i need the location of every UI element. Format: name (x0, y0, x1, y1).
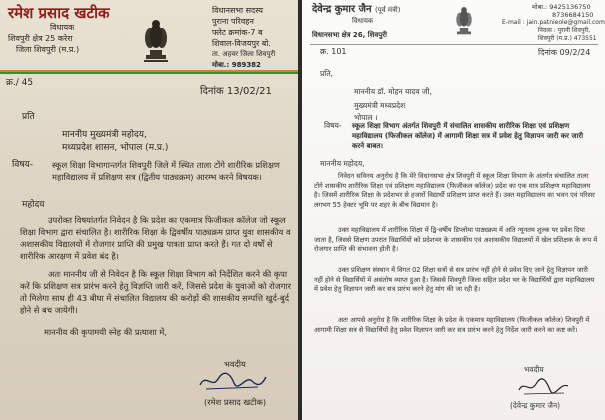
sender-right-line5: ता. अहवर जिला शिवपुरी (212, 50, 276, 58)
subject-text: स्कूल शिक्षा विभाग अंतर्गत शिवपुरी में संचालित शासकीय शारीरिक शिक्षा एवं प्रशिक्षण महाविद्यालय (फिजीकल कॉलेज) में आगामी शिक्षा सत्र में प्रवेश हेतु विज्ञापन जारी कर जारी करने बाबत। (352, 122, 584, 151)
salutation: महोदय (22, 200, 45, 210)
sender-right-line2: पुराना परिवहन (212, 17, 254, 26)
body-paragraph-3: उक्त प्रशिक्षण संस्थान में विगत 02 शिक्षा सत्रों से सत्र प्रारंभ नहीं होने से प्रवेश दिए जाने हेतु विज्ञापन जारी नहीं होने से विद्यार्थियों में असंतोष व्याप्त हुआ है। जिससे शिवपुरी जिला सहित प्रदेश भर के विद्यार्थियों द्वारा महाविद्यालय में प्रवेश हेतु विज्ञापन जारी कर सत्र प्रारंभ करने हेतु मांग की जा रही है। (314, 266, 595, 294)
reference-number: क्र. 101 (320, 47, 347, 56)
letter-date: दिनांक 09/2/24 (538, 48, 591, 57)
sender-designation: विधायक (50, 23, 75, 32)
reference-number: क्र./ 45 (6, 78, 34, 88)
subject-label: विषय- (12, 160, 34, 170)
body-paragraph-2: उक्त महाविद्यालय में शारीरिक शिक्षा में द्वि-वर्षीय डिप्लोमा पाठ्यक्रम में अति न्यूनतम शुल्क पर प्रवेश दिया जाता है, जिससे शिक्षण उपरांत विद्यार्थियों को प्रदेशभर के शासकीय एवं अशासकीय विद्यालयों में खेल प्रशिक्षक के रूप में रोजगार प्राप्ति की संभावना होती है। (314, 226, 598, 254)
sender-email: E-mail : jain.patnieole@gmail.com (502, 19, 605, 26)
sender-right-line4: शिवाल-विजयपुर बो. (212, 39, 271, 48)
body-paragraph-1: उपरोक्त विषयांतर्गत निवेदन है कि प्रदेश का एकमात्र फिजीकल कॉलेज जो स्कूल शिक्षा विभाग द्वारा संचालित है। शारीरिक शिक्षा के द्विवर्षीय पाठ्यक्रम प्राप्त युवा शासकीय व अशासकीय विद्यालयों में रोजगार प्राप्ति की प्रमुख पात्रता प्राप्त करते हैं। गत दो वर्षों से शारीरिक आरक्षण में प्रवेश बंद है। (20, 215, 291, 262)
addressee-line2: मध्यप्रदेश शासन, भोपाल (म.प्र.) (62, 143, 169, 153)
sender-mobile: मोबा.: 989382 (212, 61, 261, 69)
sender-phone2: 8736684150 (552, 11, 594, 19)
sender-constituency: शिवपुरी क्षेत्र 25 करेरा (8, 34, 73, 43)
addressee-line1: माननीय मुख्यमंत्री महोदय, (62, 130, 147, 140)
sender-office2: शिवपुरी (म.प्र.) 473551 (538, 35, 597, 42)
sender-name: रमेश प्रसाद खटीक (8, 4, 110, 22)
signature-image (516, 376, 572, 398)
body-paragraph-4: अतः आपसे अनुरोध है कि शारीरिक शिक्षा के प्रदेश के एकमात्र महाविद्यालय (फिजीकल कॉलेज) शिवपुरी में आगामी शिक्षा सत्र से विद्यार्थियों हेतु प्रवेश विज्ञापन जारी कर सत्र प्रारंभ करने हेतु निर्देश जारी करने का कष्ट करें। (314, 316, 590, 334)
body-paragraph-2: अतः माननीय जी से निवेदन है कि स्कूल शिक्षा विभाग को निर्देशित करने की कृपा करें कि प्रशिक्षण सत्र प्रारंभ करने हेतु विज्ञप्ति जारी करें, जिससे प्रदेश के युवाओं को रोजगार तो मिलेगा साथ ही 43 बीघा में संचालित विद्यालय की करोड़ों की शासकीय सम्पत्ति खुर्द-बुर्द होने से बच जायेगी। (20, 269, 292, 316)
letter-devendra-kumar-jain (302, 0, 605, 420)
closing-line: माननीय की कृपामयी स्नेह की प्रत्याशा में, (44, 327, 167, 337)
sign-name: (रमेश प्रसाद खटीक) (204, 397, 267, 407)
header-band-green (0, 72, 298, 74)
state-emblem-icon (450, 4, 478, 38)
sender-name-suffix: (पूर्व मंत्री) (375, 6, 401, 14)
prati-label: प्रति, (320, 69, 333, 78)
sign-name: (देवेन्द्र कुमार जैन) (510, 401, 561, 410)
prati-label: प्रति (22, 112, 35, 122)
letter-date: दिनांक 13/02/21 (200, 86, 272, 97)
addressee-line3: भोपाल । (354, 113, 378, 122)
sign-label: भवदीय (224, 359, 246, 369)
addressee-line1: माननीय डॉ. मोहन यादव जी, (354, 87, 432, 96)
signature-image (196, 369, 268, 393)
sender-mobile: मोबा.: 9425136750 (532, 3, 591, 11)
letter-ramesh-prasad-khatik (0, 0, 298, 420)
subject-label: विषय- (324, 121, 342, 130)
sender-name-text: देवेन्द्र कुमार जैन (312, 4, 372, 15)
sign-label: भवदीय (524, 365, 544, 374)
sender-right-designation: विधानसभा सदस्य (212, 6, 264, 15)
sender-constituency: विधानसभा क्षेत्र 26, शिवपुरी (312, 31, 387, 39)
sender-office: निवास : पुरानी शिवपुरी, (538, 27, 591, 34)
sender-district: जिला शिवपुरी (म.प्र.) (16, 45, 80, 54)
sender-right-line3: फ्लेट क्रमांक-7 ब (212, 28, 263, 37)
state-emblem-icon (136, 16, 176, 64)
subject-text: स्कूल शिक्षा विभागान्तर्गत शिवपुरी जिले में स्थित ताला टोंगे शारीरिक प्रशिक्षण महाविद्यालय में प्रशिक्षण सत्र (द्वितीय पाठ्यक्रम) आरम्भ करने विषयक। (52, 160, 280, 183)
sender-designation: विधायक (352, 17, 374, 25)
salutation: माननीय महोदय, (320, 159, 365, 168)
addressee-line2: मुख्यमंत्री मध्यप्रदेश (354, 101, 406, 110)
body-paragraph-1: निवेदन सविनय अनुरोध है कि मेरे विधानसभा क्षेत्र शिवपुरी में स्कूल शिक्षा विभाग के अंतर्गत संचालित ताला टोंगे शासकीय शारीरिक शिक्षा एवं प्रशिक्षण महाविद्यालय (फिजीकल कॉलेज) प्रदेश का एक मात्र प्रशिक्षण महाविद्यालय है। जिसमें शारीरिक शिक्षा के प्रदेशभर से हजारों विद्यार्थी प्रशिक्षण प्राप्त करते हैं। उक्त महाविद्यालय का भवन एवं परिसर लगभग 55 हेक्टर भूमि पर शहर के बीच विद्यमान है। (314, 172, 595, 209)
header-rule (310, 44, 598, 45)
sender-name (312, 4, 400, 16)
